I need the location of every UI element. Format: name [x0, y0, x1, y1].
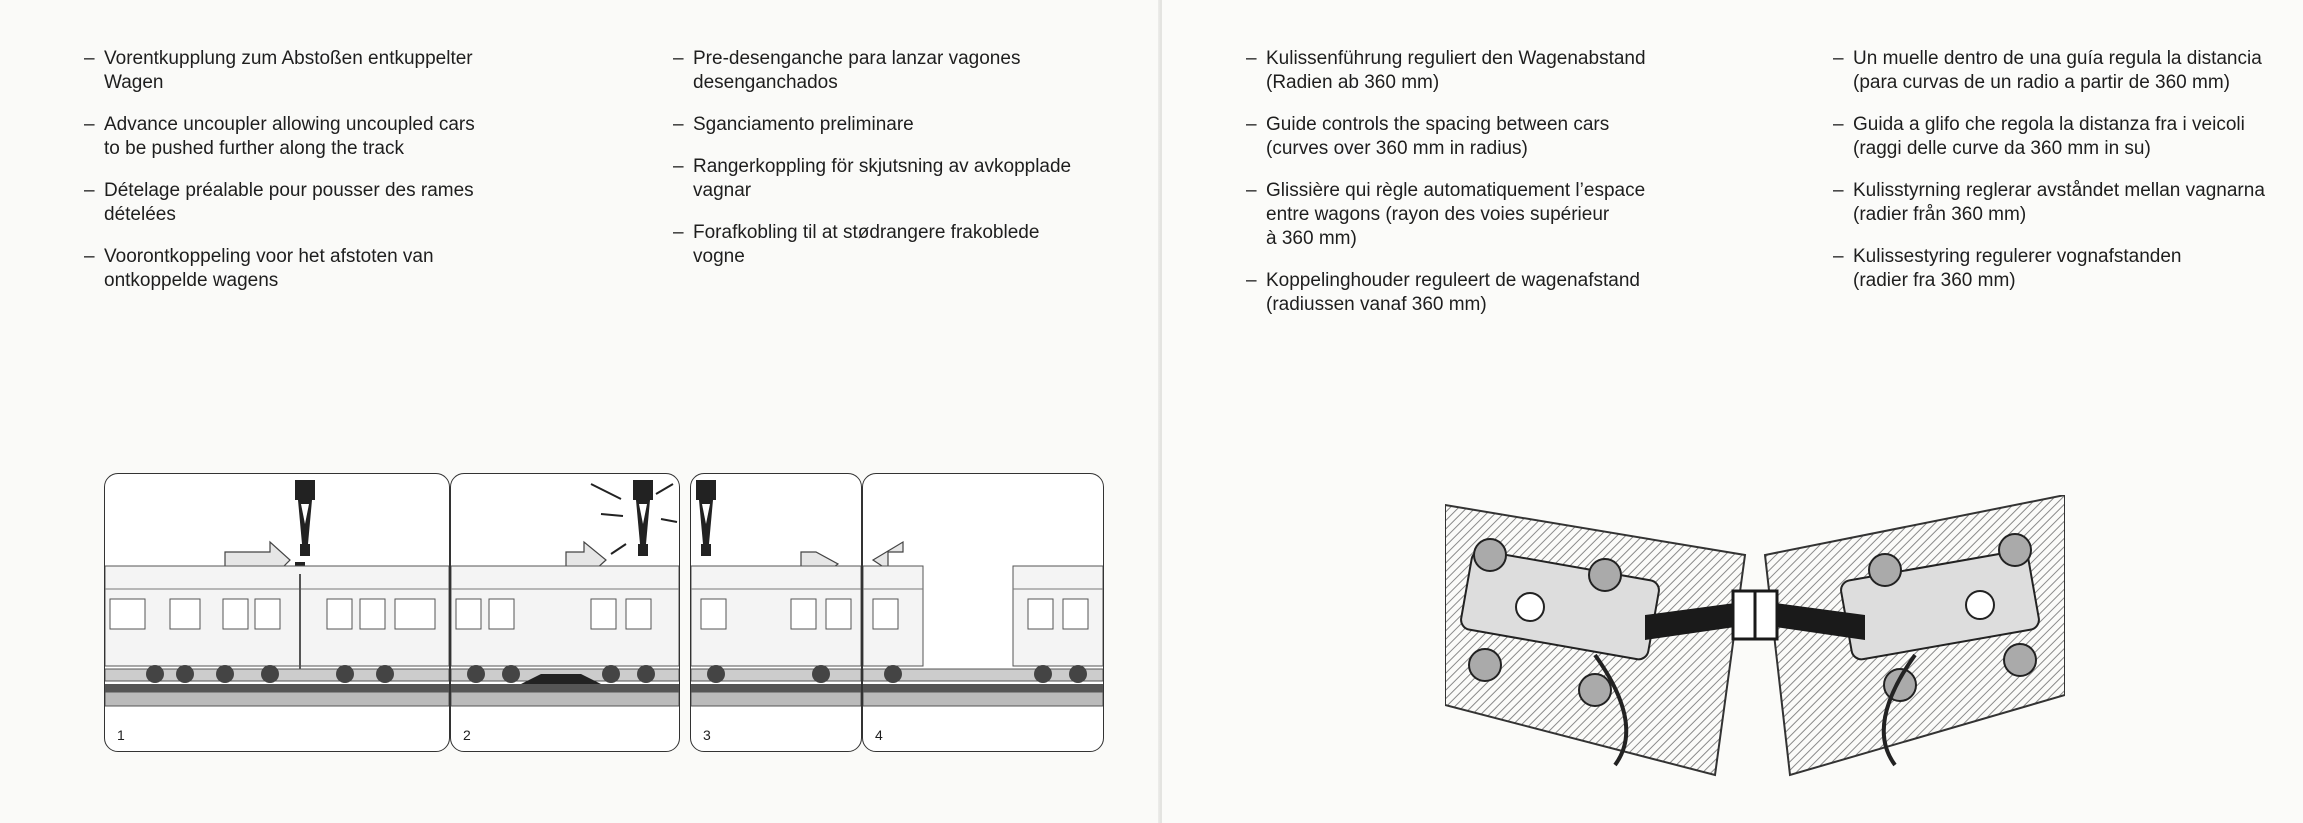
list-item: – Koppelinghouder reguleert de wagenafstand (radiussen vanaf 360 mm): [1246, 269, 1766, 317]
left-column-1: [84, 47, 584, 311]
list-item: – Forafkobling til at stødrangere frakoblede vogne: [673, 221, 1143, 269]
uncoupler-descriptions-b: [673, 47, 1143, 269]
step-panel-3: [690, 473, 862, 752]
coupler-guide-illustration: [1445, 495, 2065, 785]
right-column-1: [1246, 47, 1766, 335]
list-item: – Kulissenführung reguliert den Wagenabstand (Radien ab 360 mm): [1246, 47, 1766, 95]
list-item: – Sganciamento preliminare: [673, 113, 1143, 137]
panel-number: 4: [875, 727, 883, 743]
train-illustration-2: [451, 474, 679, 751]
list-item: – Advance uncoupler allowing uncoupled cars to be pushed further along the track: [84, 113, 584, 161]
train-illustration-1: [105, 474, 449, 751]
list-item: – Kulissestyring regulerer vognafstanden (radier fra 360 mm): [1833, 245, 2303, 293]
list-item: – Pre-desenganche para lanzar vagones desenganchados: [673, 47, 1143, 95]
list-item: – Guide controls the spacing between cars (curves over 360 mm in radius): [1246, 113, 1766, 161]
list-item: – Guida a glifo che regola la distanza fra i veicoli (raggi delle curve da 360 mm in su): [1833, 113, 2303, 161]
panel-number: 3: [703, 727, 711, 743]
list-item: – Glissière qui règle automatiquement l’espace entre wagons (rayon des voies supérieur à 360 mm): [1246, 179, 1766, 251]
list-item: – Vorentkupplung zum Abstoßen entkuppelter Wagen: [84, 47, 584, 95]
guide-descriptions-b: [1833, 47, 2303, 293]
left-column-2: [673, 47, 1143, 287]
train-illustration-4: [863, 474, 1103, 751]
step-panel-2: [450, 473, 680, 752]
list-item: – Un muelle dentro de una guía regula la distancia (para curvas de un radio a partir de 360 mm): [1833, 47, 2303, 95]
train-illustration-3: [691, 474, 861, 751]
list-item: – Kulisstyrning reglerar avståndet mellan vagnarna (radier från 360 mm): [1833, 179, 2303, 227]
guide-descriptions-a: [1246, 47, 1766, 317]
list-item: – Dételage préalable pour pousser des rames dételées: [84, 179, 584, 227]
panel-number: 2: [463, 727, 471, 743]
list-item: – Voorontkoppeling voor het afstoten van ontkoppelde wagens: [84, 245, 584, 293]
uncoupler-descriptions-a: [84, 47, 584, 293]
right-column-2: [1833, 47, 2303, 311]
list-item: – Rangerkoppling för skjutsning av avkopplade vagnar: [673, 155, 1143, 203]
step-panel-1: [104, 473, 450, 752]
panel-number: 1: [117, 727, 125, 743]
step-panel-4: [862, 473, 1104, 752]
